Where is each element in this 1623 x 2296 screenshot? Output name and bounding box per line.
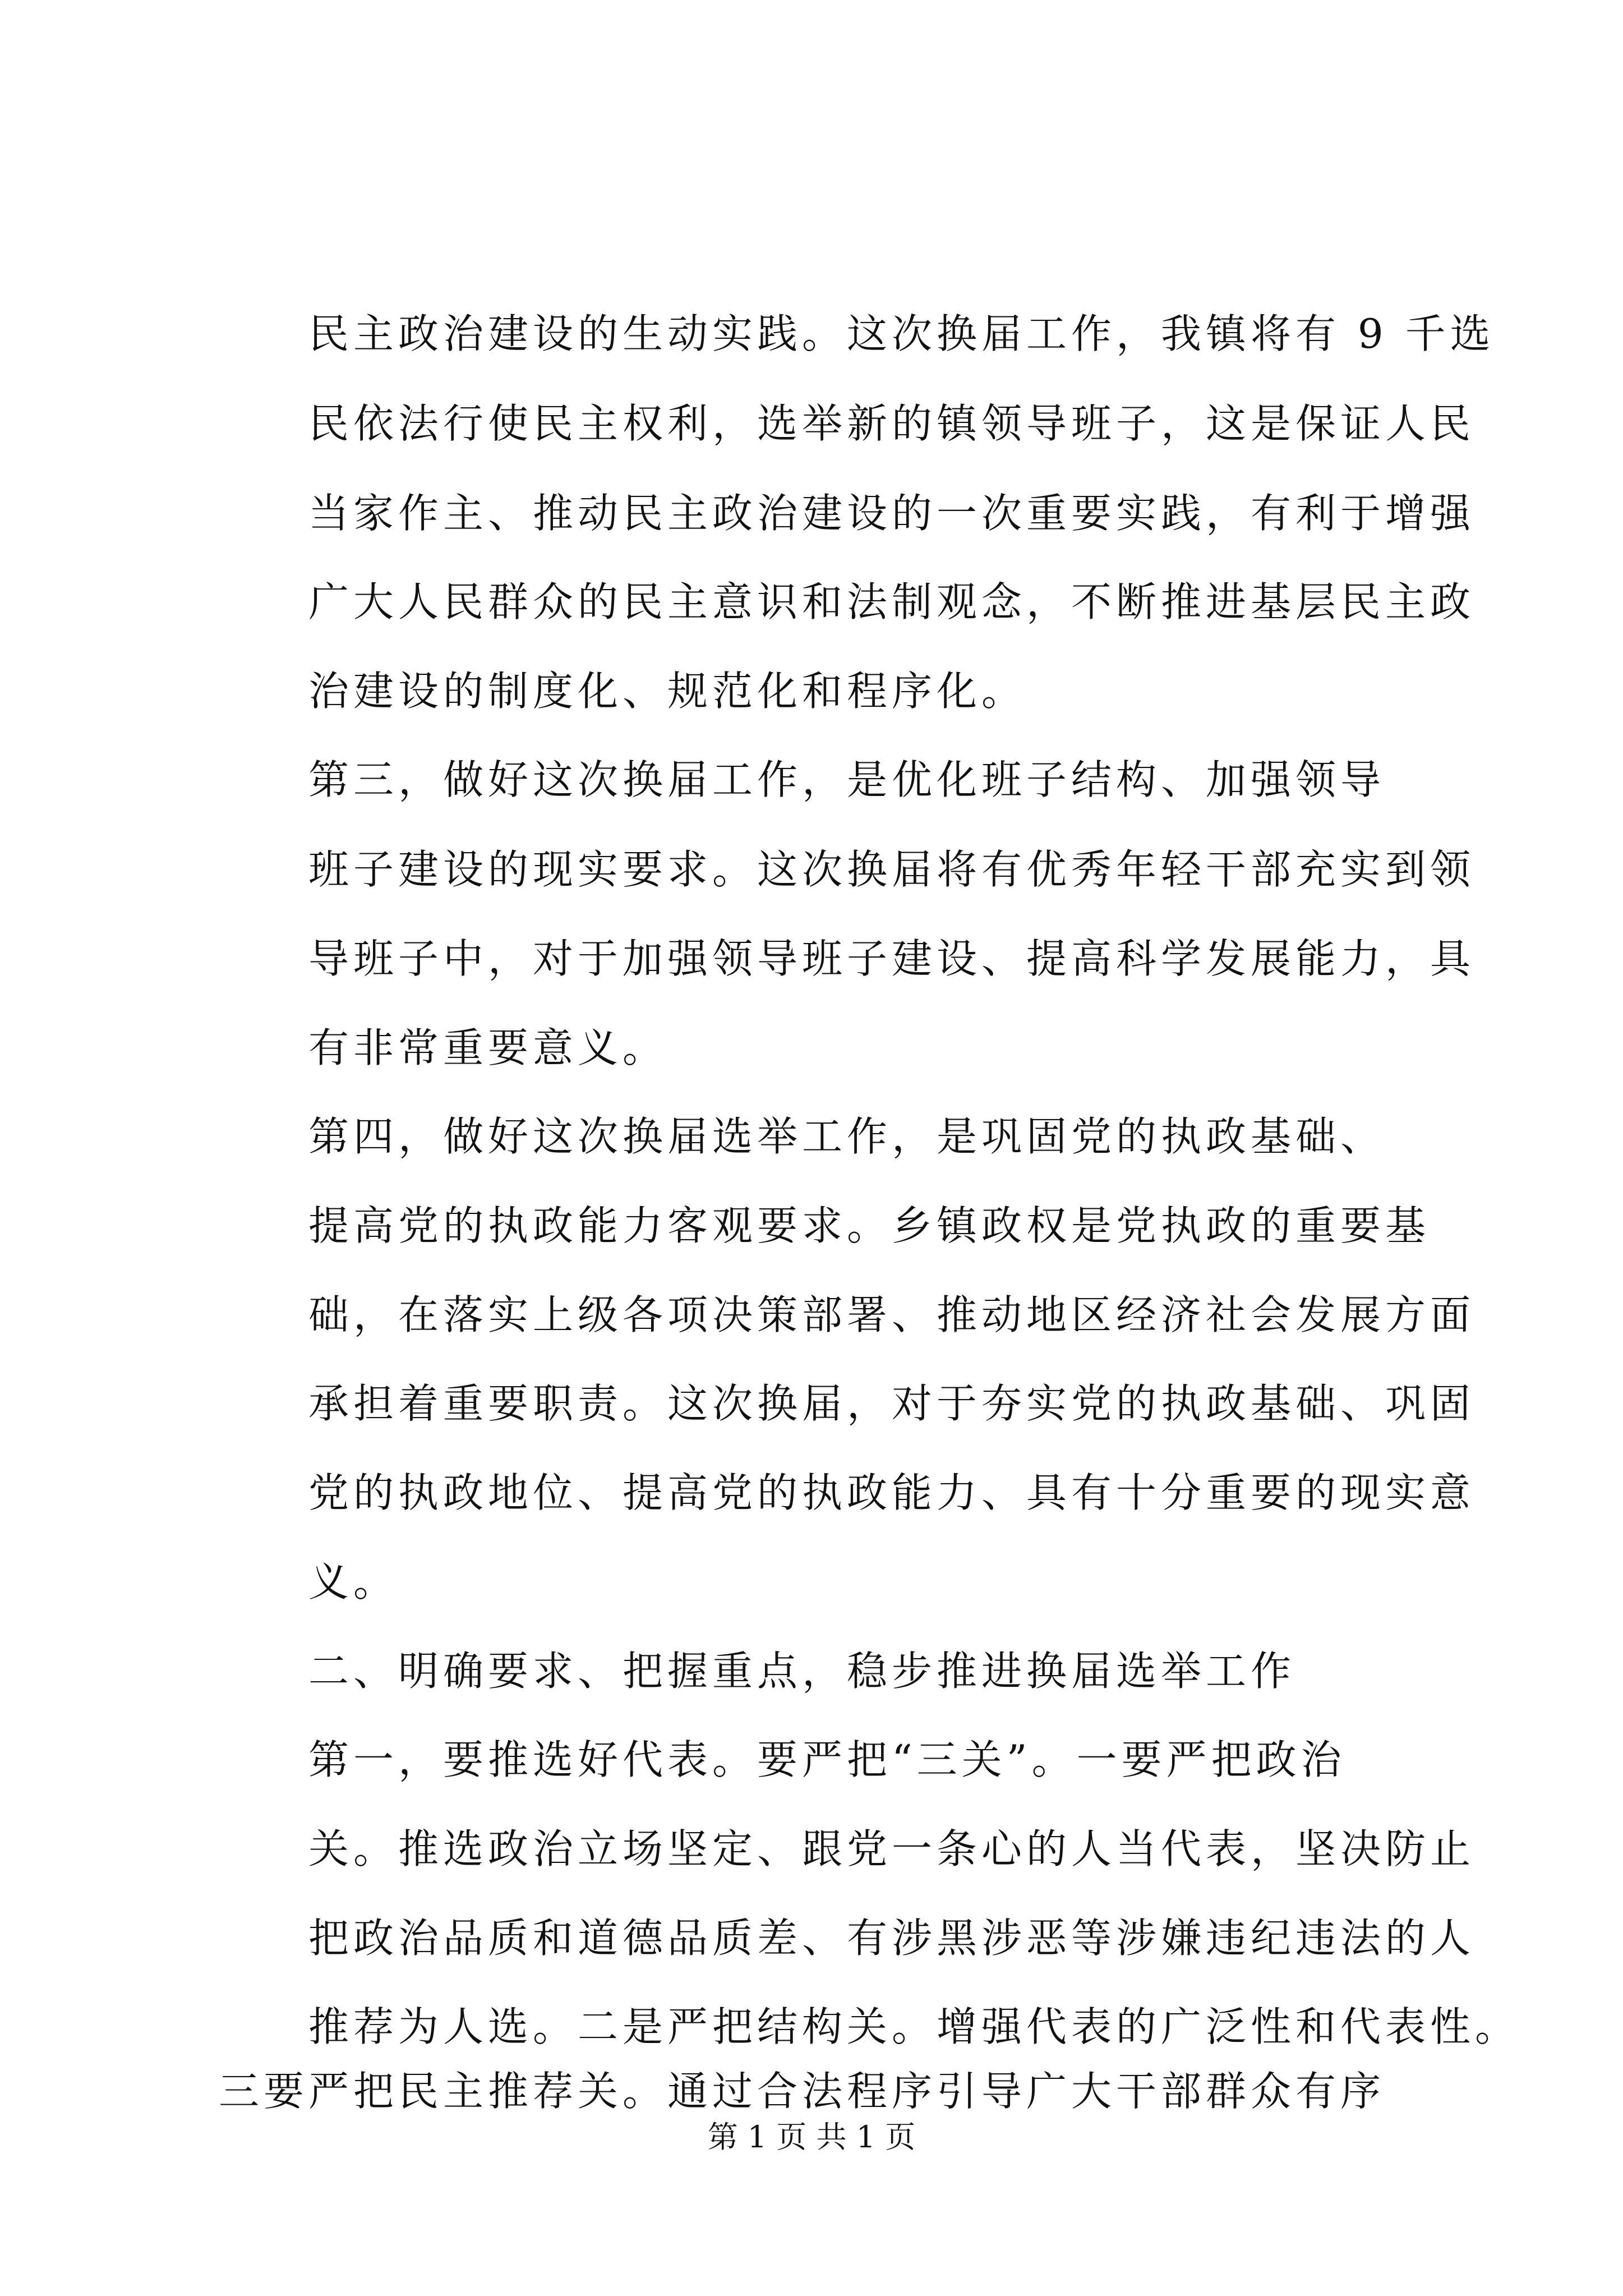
text-line-12: 础，在落实上级各项决策部署、推动地区经济社会发展方面 bbox=[308, 1291, 1476, 1338]
text-line-10: 第四，做好这次换届选举工作，是巩固党的执政基础、 bbox=[308, 1113, 1386, 1160]
text-line-4: 广大人民群众的民主意识和法制观念，不断推进基层民主政 bbox=[308, 578, 1476, 625]
section-heading: 二、明确要求、把握重点，稳步推进换届选举工作 bbox=[308, 1648, 1296, 1695]
text-line-11: 提高党的执政能力客观要求。乡镇政权是党执政的重要基 bbox=[308, 1202, 1431, 1249]
text-line-21: 三要严把民主推荐关。通过合法程序引导广大干部群众有序 bbox=[219, 2068, 1386, 2115]
text-line-8: 导班子中，对于加强领导班子建设、提高科学发展能力，具 bbox=[308, 935, 1476, 982]
text-line-1: 民主政治建设的生动实践。这次换届工作，我镇将有 9 千选 bbox=[308, 310, 1495, 357]
page-footer: 第 1 页 共 1 页 bbox=[707, 2119, 916, 2155]
text-line-7: 班子建设的现实要求。这次换届将有优秀年轻干部充实到领 bbox=[308, 846, 1476, 893]
text-line-9: 有非常重要意义。 bbox=[308, 1024, 668, 1071]
text-line-6: 第三，做好这次换届工作，是优化班子结构、加强领导 bbox=[308, 756, 1386, 803]
text-line-13: 承担着重要职责。这次换届，对于夯实党的执政基础、巩固 bbox=[308, 1380, 1476, 1427]
text-line-5: 治建设的制度化、规范化和程序化。 bbox=[308, 668, 1027, 715]
text-line-18: 关。推选政治立场坚定、跟党一条心的人当代表，坚决防止 bbox=[308, 1825, 1476, 1872]
text-line-2: 民依法行使民主权利，选举新的镇领导班子，这是保证人民 bbox=[308, 400, 1476, 447]
text-line-3: 当家作主、推动民主政治建设的一次重要实践，有利于增强 bbox=[308, 490, 1476, 537]
text-line-14: 党的执政地位、提高党的执政能力、具有十分重要的现实意 bbox=[308, 1469, 1476, 1516]
text-line-17: 第一，要推选好代表。要严把“三关”。一要严把政治 bbox=[308, 1736, 1346, 1783]
text-line-19: 把政治品质和道德品质差、有涉黑涉恶等涉嫌违纪违法的人 bbox=[308, 1915, 1476, 1962]
text-line-15: 义。 bbox=[308, 1558, 399, 1605]
text-line-20: 推荐为人选。二是严把结构关。增强代表的广泛性和代表性。 bbox=[308, 2003, 1520, 2050]
